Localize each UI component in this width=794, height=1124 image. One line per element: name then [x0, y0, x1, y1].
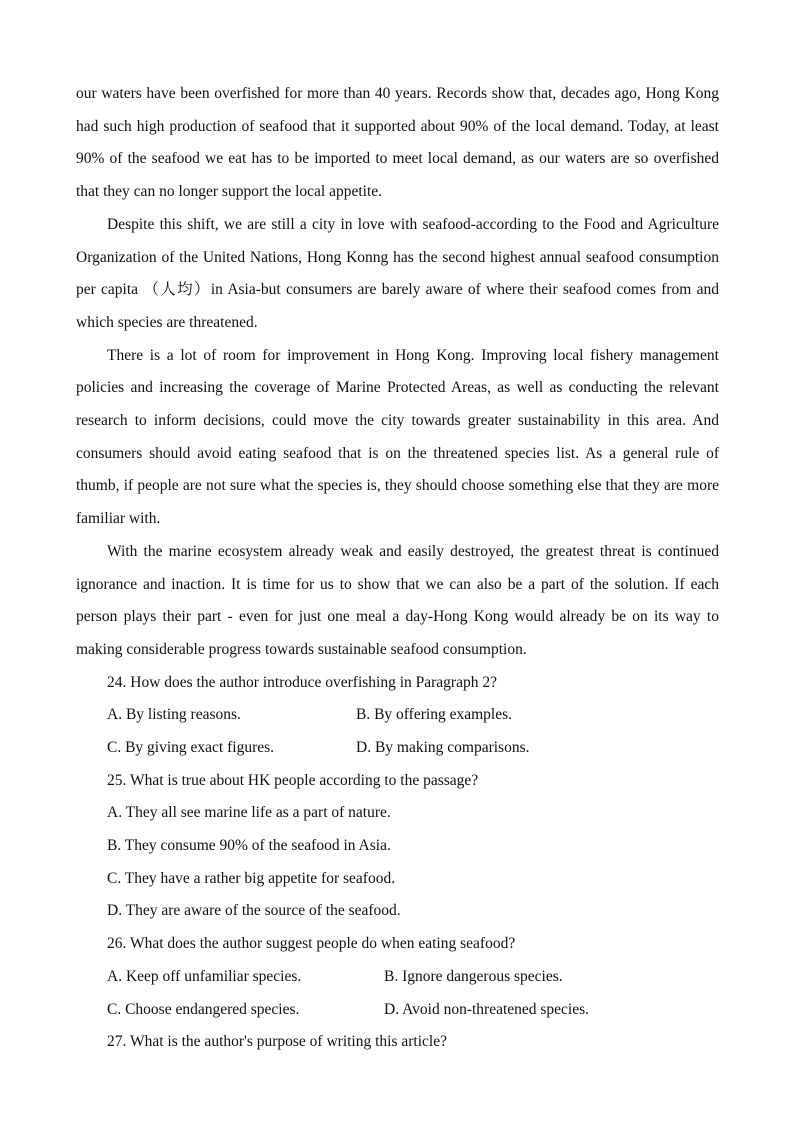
- question-25-stem: 25. What is true about HK people according to the passage?: [107, 771, 479, 789]
- question-25-option-c: C. They have a rather big appetite for seafood.: [107, 869, 396, 887]
- document-page: [76, 78, 719, 1059]
- question-26-option-a: A. Keep off unfamiliar species.: [107, 967, 302, 985]
- question-27-stem: 27. What is the author's purpose of writing this article?: [107, 1033, 447, 1051]
- question-26: [76, 928, 719, 1026]
- question-26-option-d: D. Avoid non-threatened species.: [384, 1000, 590, 1018]
- question-24-option-d: D. By making comparisons.: [356, 739, 530, 757]
- passage-paragraph-3: There is a lot of room for improvement in Hong Kong. Improving local fishery management policies and increasing the coverage of Marine Protected Areas, as well as conducting the relevant research to inform decisions, could move the city towards greater sustainability in this area. And consumers should avoid eating seafood that is on the threatened species list. As a general rule of thumb, if people are not sure what the species is, they should choose something else that they are more familiar with.: [76, 346, 719, 528]
- question-26-options-row-2: [107, 994, 719, 1027]
- question-26-option-b: B. Ignore dangerous species.: [384, 967, 563, 985]
- passage-paragraph-1: our waters have been overfished for more than 40 years. Records show that, decades ago, Hong Kong had such high production of seafood that it supported about 90% of the local demand. Today, at least 90% of the seafood we eat has to be imported to meet local demand, as our waters are so overfished that they can no longer support the local appetite.: [76, 85, 719, 201]
- question-25: [76, 765, 719, 928]
- question-24-option-c: C. By giving exact figures.: [107, 739, 275, 757]
- question-27: [76, 1026, 719, 1059]
- question-24-option-a: A. By listing reasons.: [107, 706, 241, 724]
- question-24-options-row-1: [107, 699, 719, 732]
- question-26-option-c: C. Choose endangered species.: [107, 1000, 300, 1018]
- question-24-options-row-2: [107, 732, 719, 765]
- question-25-option-b: B. They consume 90% of the seafood in Asia.: [107, 837, 391, 855]
- question-26-options-row-1: [107, 961, 719, 994]
- question-24-option-b: B. By offering examples.: [356, 706, 512, 724]
- question-24-stem: 24. How does the author introduce overfishing in Paragraph 2?: [107, 673, 497, 691]
- passage-paragraph-2: Despite this shift, we are still a city in love with seafood-according to the Food and Agriculture Organization of the United Nations, Hong Konng has the second highest annual seafood consumption per capita （人均）in Asia-but consumers are barely aware of where their seafood comes from and which species are threatened.: [76, 215, 719, 331]
- passage-paragraph-4: With the marine ecosystem already weak and easily destroyed, the greatest threat is continued ignorance and inaction. It is time for us to show that we can also be a part of the solution. If each person plays their part - even for just one meal a day-Hong Kong would already be on its way to making considerable progress towards sustainable seafood consumption.: [76, 542, 719, 658]
- question-25-option-d: D. They are aware of the source of the seafood.: [107, 902, 401, 920]
- question-24: [76, 667, 719, 765]
- question-26-stem: 26. What does the author suggest people do when eating seafood?: [107, 935, 516, 953]
- question-25-option-a: A. They all see marine life as a part of nature.: [107, 804, 391, 822]
